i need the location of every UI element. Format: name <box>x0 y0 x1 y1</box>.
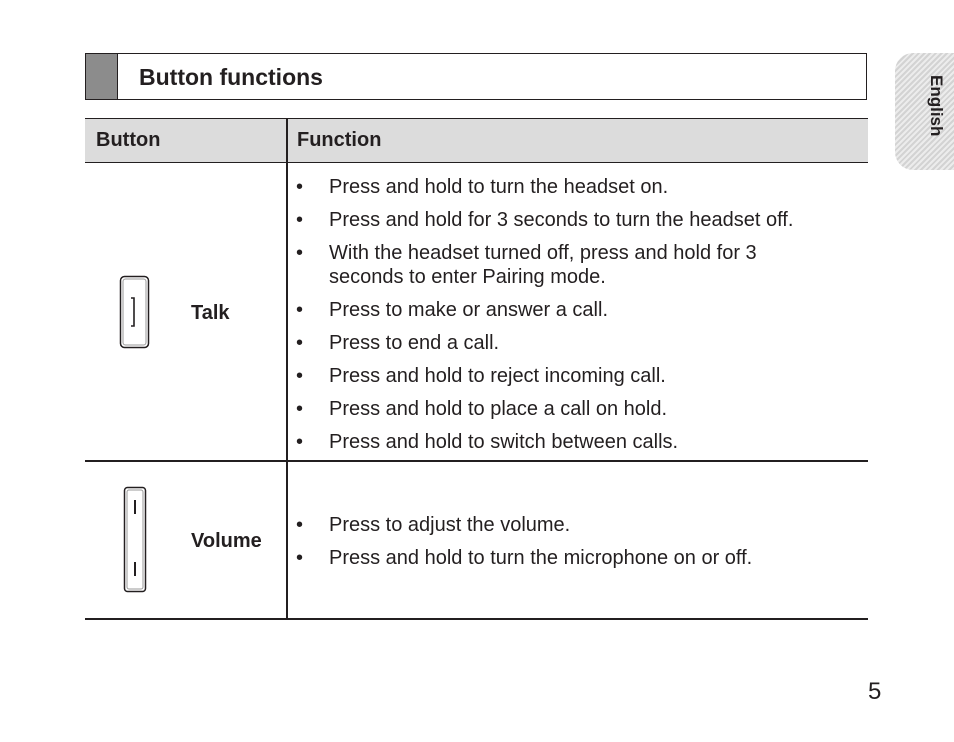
talk-function-list <box>296 175 869 463</box>
language-tab <box>895 53 954 170</box>
list-item: • Press to end a call. <box>296 332 500 354</box>
column-header-button: Button <box>96 129 161 151</box>
list-item: • Press and hold to turn the microphone on or off. <box>296 547 753 569</box>
section-title: Button functions <box>139 64 323 90</box>
list-item: • Press and hold for 3 seconds to turn the headset off. <box>296 209 794 231</box>
list-item: • With the headset turned off, press and hold for 3 seconds to enter Pairing mode. <box>296 242 757 288</box>
table-bottom-border <box>85 618 868 620</box>
list-item: • Press and hold to reject incoming call. <box>296 365 666 387</box>
section-marker <box>86 54 118 99</box>
table-header <box>85 118 868 163</box>
volume-function-list <box>296 513 869 579</box>
column-header-function: Function <box>297 129 382 151</box>
list-item: • Press and hold to turn the headset on. <box>296 176 669 198</box>
list-item: • Press and hold to switch between calls. <box>296 431 679 453</box>
language-label: English <box>927 75 946 137</box>
button-name-volume: Volume <box>191 530 262 552</box>
page-number: 5 <box>868 678 882 705</box>
talk-button-icon <box>119 275 151 349</box>
column-divider <box>286 118 288 620</box>
list-item: • Press to adjust the volume. <box>296 514 571 536</box>
list-item: • Press to make or answer a call. <box>296 299 608 321</box>
volume-button-icon <box>123 486 149 594</box>
button-name-talk: Talk <box>191 302 230 324</box>
section-header <box>85 53 867 100</box>
list-item: • Press and hold to place a call on hold. <box>296 398 667 420</box>
